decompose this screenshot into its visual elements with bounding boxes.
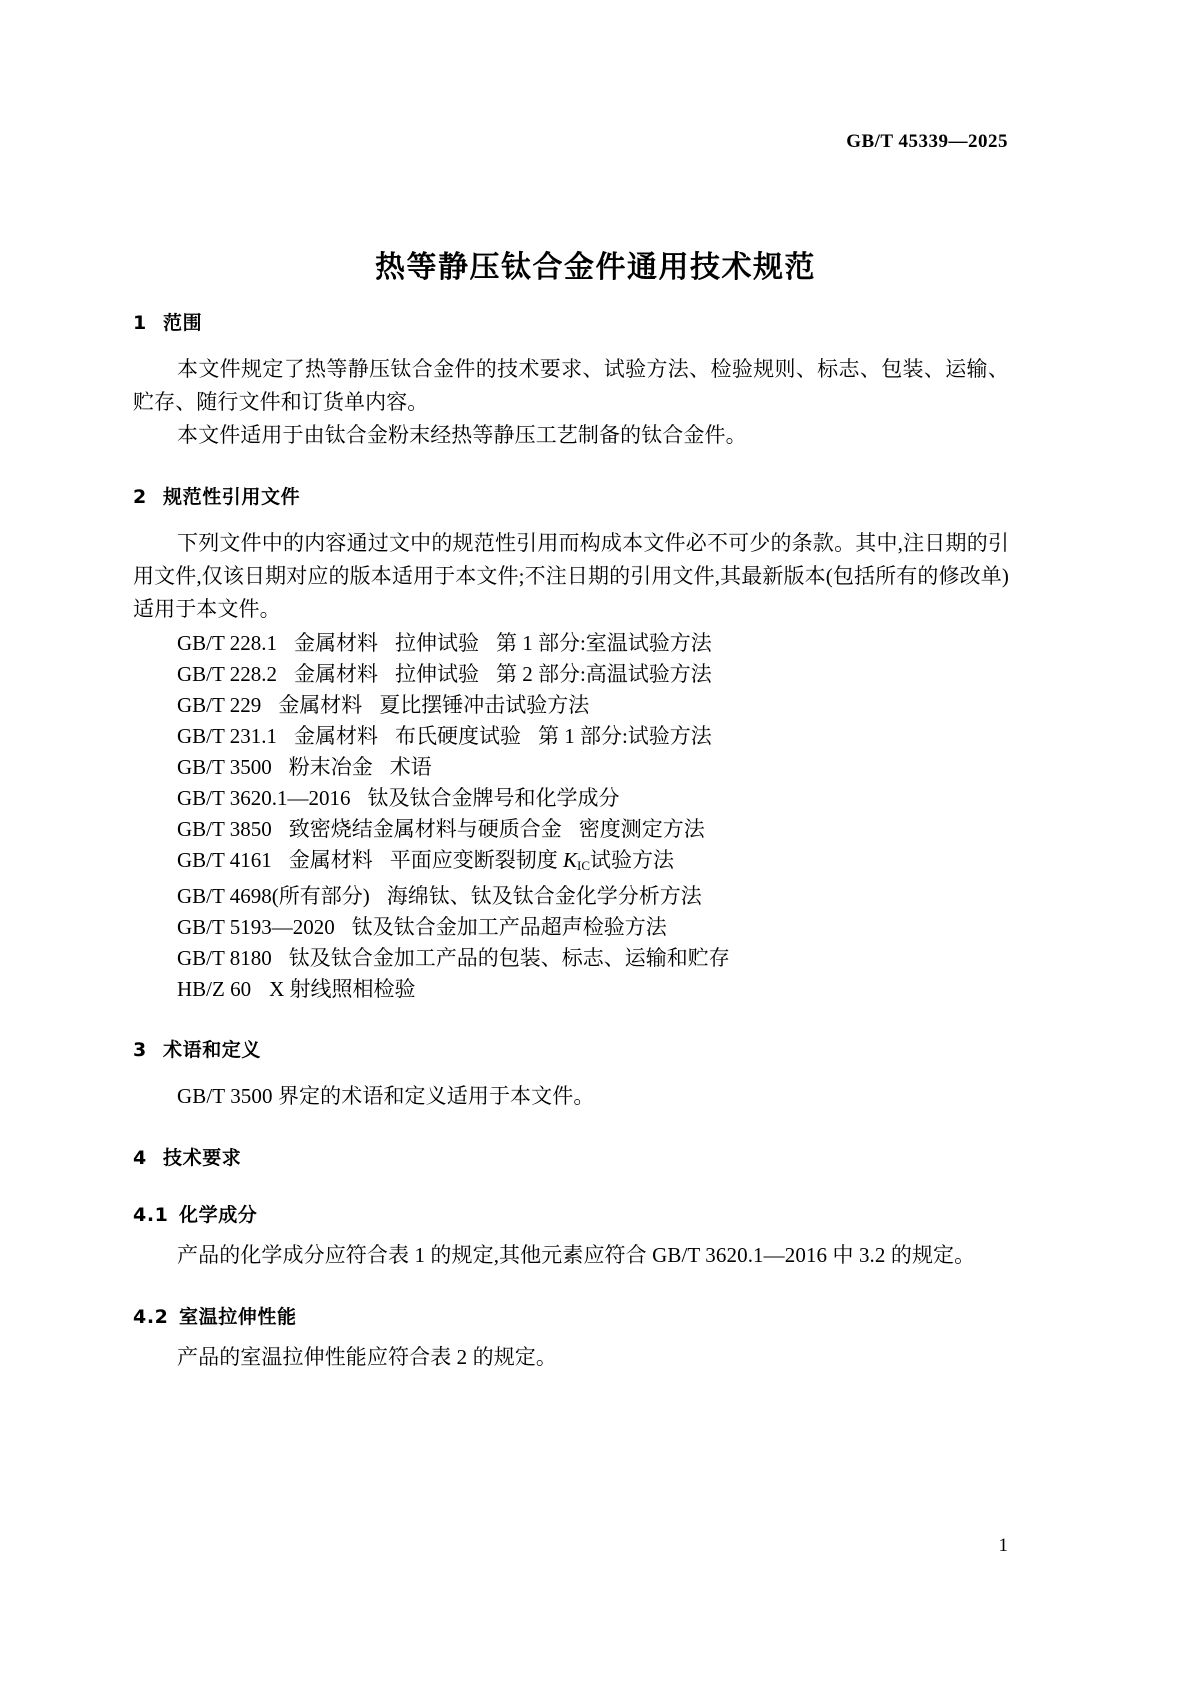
clause-label-4-2: 室温拉伸性能 [179, 1305, 297, 1328]
reference-code: GB/T 4698(所有部分) [177, 883, 370, 908]
reference-text-1: 海绵钛、钛及钛合金化学分析方法 [386, 883, 702, 908]
clause-label-4-1: 化学成分 [179, 1203, 258, 1226]
reference-code: GB/T 5193—2020 [177, 914, 335, 939]
clause-heading-1 [133, 308, 1009, 335]
running-header-standard-code: GB/T 45339—2025 [846, 131, 1008, 152]
reference-text-1: 金属材料 [293, 631, 378, 655]
reference-code: GB/T 8180 [177, 945, 272, 970]
clause-number-4-1: 4.1 [133, 1203, 169, 1226]
clause-heading-4-1 [133, 1200, 1009, 1227]
clause-3-paragraph-1: GB/T 3500 界定的术语和定义适用于本文件。 [177, 1083, 595, 1108]
reference-text-1: X 射线照相检验 [269, 976, 416, 1001]
clause-label-3: 术语和定义 [163, 1038, 262, 1061]
clause-number-2: 2 [133, 486, 147, 508]
subscript-ic: IC [576, 857, 590, 873]
clause-label-4: 技术要求 [163, 1146, 242, 1169]
reference-code: GB/T 3500 [177, 755, 272, 779]
symbol-k: K [562, 848, 577, 872]
reference-item [133, 783, 1009, 814]
reference-item [133, 628, 1009, 659]
reference-code: GB/T 228.1 [177, 631, 277, 655]
reference-item [133, 752, 1009, 783]
reference-text-2: 布氏硬度试验 [394, 724, 521, 748]
reference-text-2: 夏比摆锤冲击试验方法 [379, 693, 590, 717]
reference-code: HB/Z 60 [177, 976, 252, 1001]
clause-number-1: 1 [133, 312, 147, 334]
reference-text-1: 致密烧结金属材料与硬质合金 [288, 817, 562, 841]
clause-number-3: 3 [133, 1038, 147, 1061]
clause-heading-3 [133, 1035, 1009, 1062]
clause-1-paragraph-2: 本文件适用于由钛合金粉末经热等静压工艺制备的钛合金件。 [177, 423, 747, 447]
reference-text-1: 金属材料 [278, 693, 363, 717]
clause-4-2-paragraph-1: 产品的室温拉伸性能应符合表 2 的规定。 [177, 1344, 557, 1369]
reference-item [133, 881, 1009, 912]
reference-item [133, 814, 1009, 845]
reference-text-3: 第 1 部分:试验方法 [537, 724, 712, 748]
clause-heading-4 [133, 1143, 1009, 1170]
page-number: 1 [998, 1535, 1008, 1556]
reference-item [133, 721, 1009, 752]
reference-code: GB/T 229 [177, 693, 262, 717]
reference-item [133, 659, 1009, 690]
reference-code: GB/T 3850 [177, 817, 272, 841]
reference-text-2: 密度测定方法 [578, 817, 705, 841]
document-body [133, 308, 1009, 1374]
clause-label-1: 范围 [163, 312, 203, 334]
reference-item [133, 974, 1009, 1005]
clause-4-1-paragraph-1: 产品的化学成分应符合表 1 的规定,其他元素应符合 GB/T 3620.1—2016 中 3.2 的规定。 [177, 1242, 976, 1267]
reference-text-1: 金属材料 [288, 848, 373, 872]
clause-1-paragraph-1: 本文件规定了热等静压钛合金件的技术要求、试验方法、检验规则、标志、包装、运输、贮存、随行文件和订货单内容。 [133, 357, 1009, 414]
reference-item [133, 690, 1009, 721]
reference-text-1: 金属材料 [293, 662, 378, 686]
normative-references-list [133, 628, 1009, 1005]
reference-item [133, 943, 1009, 974]
clause-number-4-2: 4.2 [133, 1305, 169, 1328]
reference-text-3: 第 1 部分:室温试验方法 [495, 631, 712, 655]
reference-text-2: 平面应变断裂韧度 $K_{IC}$试验方法 [389, 848, 674, 873]
reference-code: GB/T 4161 [177, 848, 272, 872]
reference-item [133, 912, 1009, 943]
reference-text-1: 钛及钛合金加工产品的包装、标志、运输和贮存 [288, 945, 730, 970]
reference-code: GB/T 228.2 [177, 662, 277, 686]
clause-number-4: 4 [133, 1146, 147, 1169]
reference-text-1: 钛及钛合金加工产品超声检验方法 [351, 914, 667, 939]
reference-text-2: 拉伸试验 [394, 631, 479, 655]
reference-code: GB/T 231.1 [177, 724, 277, 748]
reference-text-3: 第 2 部分:高温试验方法 [495, 662, 712, 686]
reference-text-2: 术语 [389, 755, 432, 779]
clause-label-2: 规范性引用文件 [163, 486, 301, 508]
clause-heading-4-2 [133, 1302, 1009, 1329]
clause-heading-2 [133, 482, 1009, 509]
document-title: 热等静压钛合金件通用技术规范 [375, 250, 816, 286]
reference-text-2: 拉伸试验 [394, 662, 479, 686]
clause-2-paragraph-1: 下列文件中的内容通过文中的规范性引用而构成本文件必不可少的条款。其中,注日期的引用文件,仅该日期对应的版本适用于本文件;不注日期的引用文件,其最新版本(包括所有的修改单)适用于本文件。 [133, 531, 1009, 621]
reference-text-1: 金属材料 [293, 724, 378, 748]
reference-text-1: 粉末冶金 [288, 755, 373, 779]
reference-text-1: 钛及钛合金牌号和化学成分 [367, 786, 620, 810]
reference-item [133, 845, 1009, 881]
reference-code: GB/T 3620.1—2016 [177, 786, 351, 810]
